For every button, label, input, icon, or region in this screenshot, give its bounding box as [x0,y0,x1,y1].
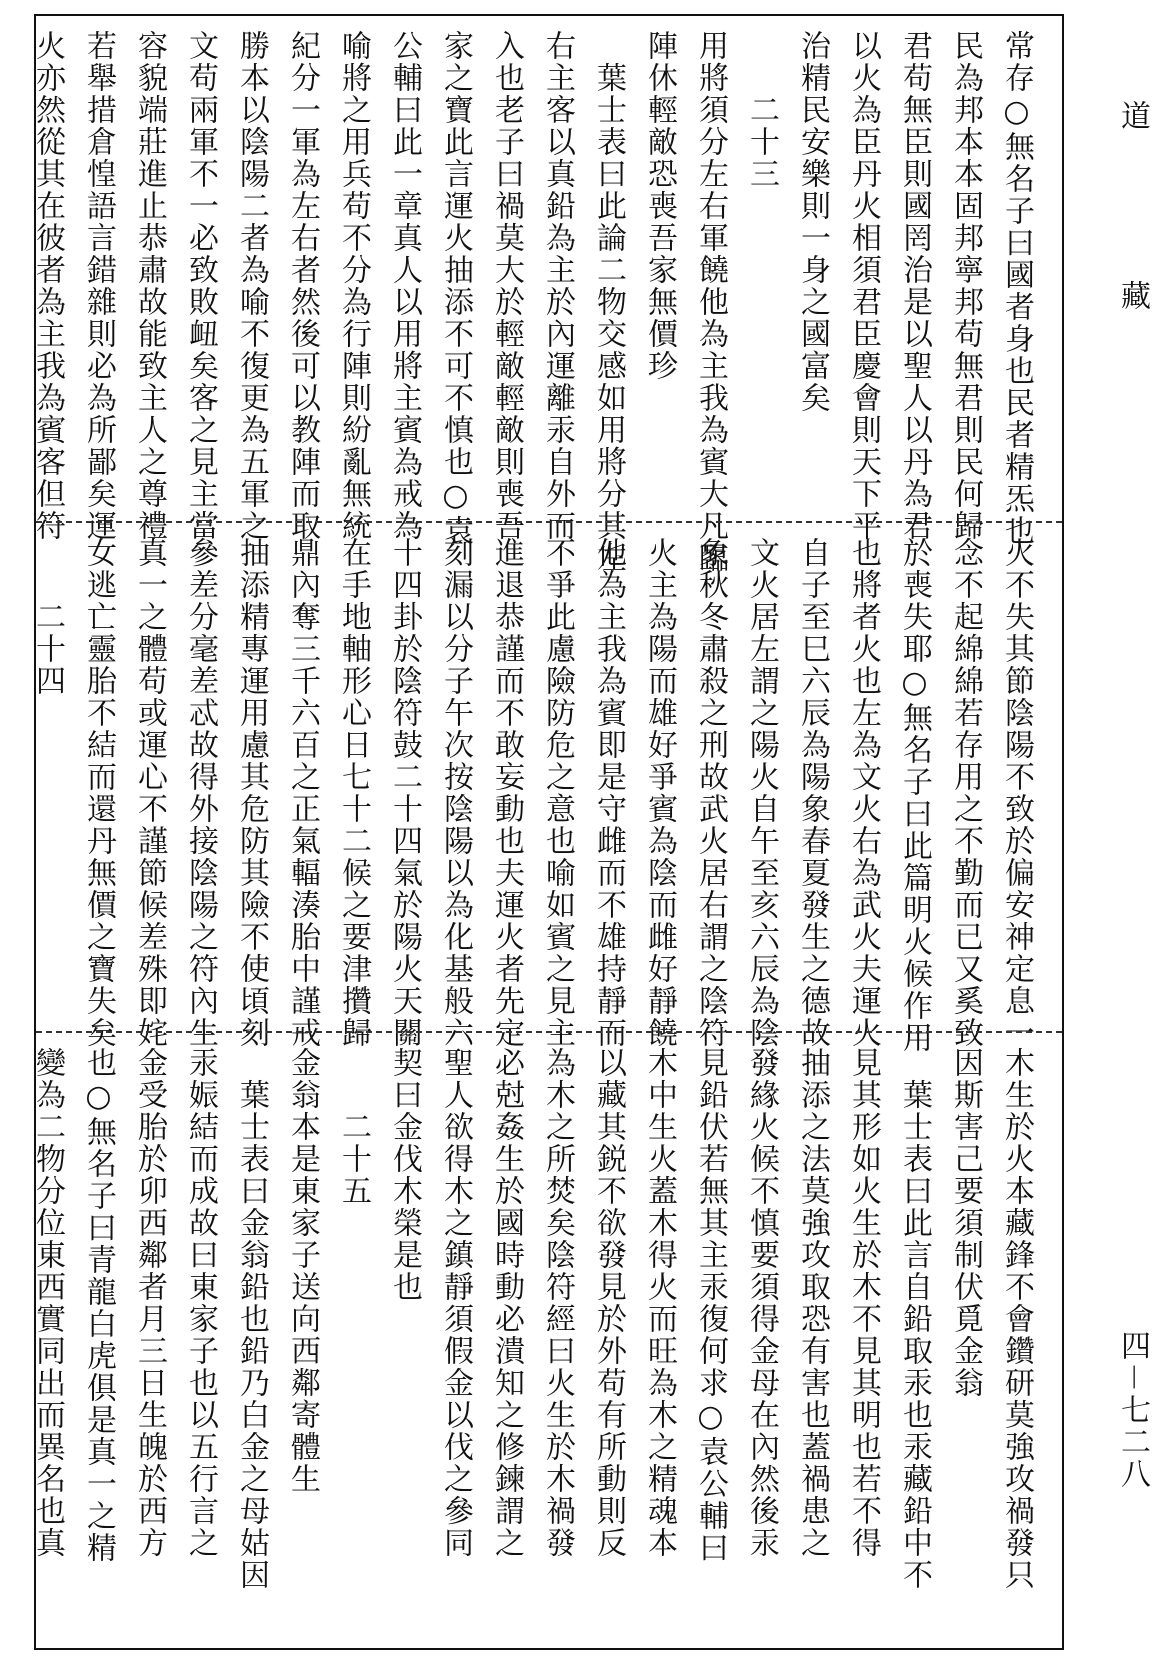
text-column: 家之寶此言運火抽添不可不慎也○袁 [438,30,473,547]
text-column: 契曰金伐木榮是也 [387,1047,422,1303]
text-block-middle [30,523,1062,1054]
text-column: 因斯害己要須制伏覓金翁 [948,1047,983,1399]
text-column: 葉士表曰此論二物交感如用將分其左 [591,30,626,574]
text-column: 文苟兩軍不一必致敗衄矣客之見主當 [183,30,218,542]
text-column: 右主客以真鉛為主於內運離汞自外而 [540,30,575,542]
text-column: 十四卦於陰符鼓二十四氣於陽火天關 [387,537,422,1049]
text-column: 於喪失耶○無名子曰此篇明火候作用 [897,537,932,1054]
text-column: 喻將之用兵苟不分為行陣則紛亂無統 [336,30,371,542]
text-column: 火不失其節陰陽不致於偏安神定息一 [999,537,1034,1049]
text-column: 聖人欲得木之鎮靜須假金以伐之參同 [438,1047,473,1559]
collection-name: 道 藏 [1115,100,1150,370]
text-column: 以火為臣丹火相須君臣慶會則天下平 [846,30,881,542]
text-column: 女逃亡靈胎不結而還丹無價之寶失矣 [81,537,116,1049]
text-column: 葉士表曰金翁鉛也鉛乃白金之母姑因 [234,1047,269,1591]
text-column: 抽添精專運用慮其危防其險不使頃刻 [234,537,269,1049]
text-column: 治精民安樂則一身之國富矣 [795,30,830,414]
text-column: 紀分一軍為左右者然後可以教陣而取 [285,30,320,542]
text-column: 象秋冬肅殺之刑故武火居右謂之陰符 [693,537,728,1049]
text-column: 抽添之法莫強攻取恐有害也蓋禍患之 [795,1047,830,1559]
text-column: 念不起綿綿若存用之不勤而已又奚致 [948,537,983,1049]
text-column: 必尅姦生於國時動必潰知之修鍊謂之 [489,1047,524,1559]
text-column: 汞娠結而成故曰東家子也以五行言之 [183,1047,218,1559]
text-column: 二十五 [336,1047,371,1207]
text-column: 也○無名子曰青龍白虎俱是真一之精 [81,1047,116,1564]
page-frame [30,14,1064,1650]
text-column: 在手地軸形心日七十二候之要津攢歸 [336,537,371,1049]
text-column: 火主為陽而雄好爭賓為陰而雌好靜饒 [642,537,677,1049]
text-column: 勝本以陰陽二者為喻不復更為五軍之 [234,30,269,542]
text-column: 不爭此慮險防危之意也喻如賓之見主 [540,537,575,1049]
text-column: 民為邦本本固邦寧邦苟無君則民何歸 [948,30,983,542]
text-column: 陣休輕敵恐喪吾家無價珍 [642,30,677,382]
text-block-top [30,16,1062,574]
text-column: 二十三 [744,30,779,190]
text-column: 為木之所焚矣陰符經曰火生於木禍發 [540,1047,575,1559]
text-column: 也將者火也左為文火右為武火夫運火 [846,537,881,1049]
text-column: 他為主我為賓即是守雌而不雄持靜而 [591,537,626,1049]
text-column: 葉士表曰此言自鉛取汞也汞藏鉛中不 [897,1047,932,1591]
text-column: 公輔曰此一章真人以用將主賓為戒為 [387,30,422,542]
text-column: 以藏其鋭不欲發見於外苟有所動則反 [591,1047,626,1559]
text-column: 火亦然從其在彼者為主我為賓客但符 [30,30,65,542]
text-column: 常存○無名子曰國者身也民者精炁也 [999,30,1034,547]
text-column: 見其形如火生於木不見其明也若不得 [846,1047,881,1559]
text-column: 變為二物分位東西實同出而異名也真 [30,1047,65,1559]
text-column: 木中生火蓋木得火而旺為木之精魂本 [642,1047,677,1559]
text-column: 木生於火本藏鋒不會鑽研莫強攻禍發只 [999,1047,1034,1591]
text-column: 用將須分左右軍饒他為主我為賓大凡臨 [693,30,728,574]
text-column: 入也老子曰禍莫大於輕敵輕敵則喪吾 [489,30,524,542]
text-column: 進退恭謹而不敢妄動也夫運火者先定 [489,537,524,1049]
text-column: 容貌端莊進止恭肅故能致主人之尊禮 [132,30,167,542]
text-column: 文火居左謂之陽火自午至亥六辰為陰 [744,537,779,1049]
text-column: 二十四 [30,537,65,697]
text-column: 鼎內奪三千六百之正氣輻湊胎中謹戒 [285,537,320,1049]
text-column: 若舉措倉惶語言錯雜則必為所鄙矣運 [81,30,116,542]
text-column: 自子至巳六辰為陽象春夏發生之德故 [795,537,830,1049]
text-column: 金受胎於卯西鄰者月三日生魄於西方 [132,1047,167,1559]
text-block-bottom [30,1033,1062,1648]
text-column: 金翁本是東家子送向西鄰寄體生 [285,1047,320,1495]
text-column: 發緣火候不慎要須得金母在內然後汞 [744,1047,779,1559]
text-column: 君苟無臣則國罔治是以聖人以丹為君 [897,30,932,542]
text-column: 刻漏以分子午次按陰陽以為化基般六 [438,537,473,1049]
text-column: 見鉛伏若無其主汞復何求○袁公輔曰 [693,1047,728,1564]
text-column: 真一之體苟或運心不謹節候差殊即姹 [132,537,167,1049]
text-column: 參差分毫差忒故得外接陰陽之符內生 [183,537,218,1049]
page-number: 四－七二八 [1115,1330,1150,1490]
